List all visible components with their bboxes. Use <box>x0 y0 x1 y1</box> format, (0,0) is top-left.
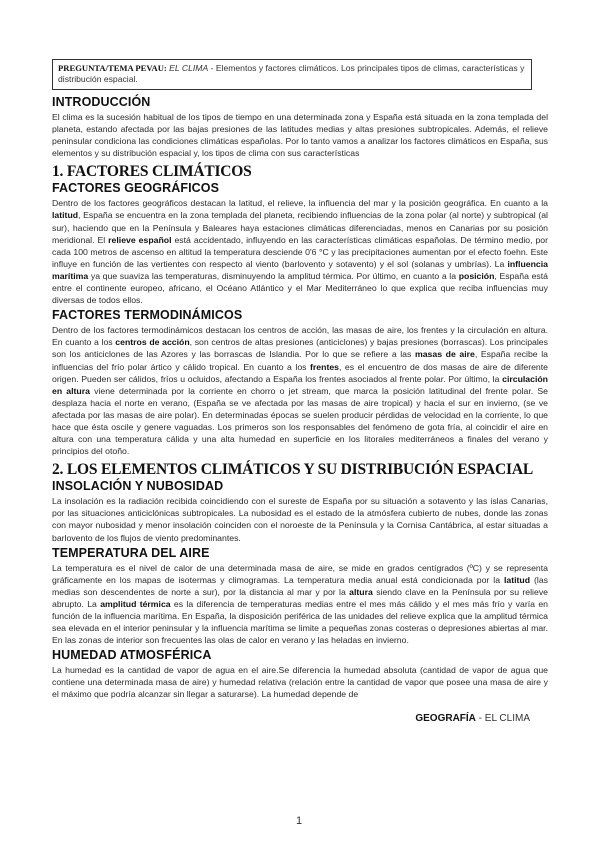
section1-title: 1. FACTORES CLIMÁTICOS <box>52 163 252 181</box>
insolation-heading: INSOLACIÓN Y NUBOSIDAD <box>52 479 224 494</box>
geo-factors-heading: FACTORES GEOGRÁFICOS <box>52 181 220 196</box>
question-topic: EL CLIMA <box>169 63 209 73</box>
temperature-heading: TEMPERATURA DEL AIRE <box>52 545 210 560</box>
insolation-paragraph: La insolación es la radiación recibida coincidiendo con el sureste de España por su situación a sotavento y las islas Canarias, por las situaciones anticiclónicas subtropicales. La nubosidad es el estado de la atmósfera cubierto de nubes, donde las zonas con mayor nubosidad y menor insolación coinciden con el noroeste de la Península y la Cornisa Cantábrica, al estar situadas a barlovento de los flujos de viento predominantes. <box>52 496 548 543</box>
thermo-factors-heading: FACTORES TERMODINÁMICOS <box>52 308 243 323</box>
humidity-heading: HUMEDAD ATMOSFÉRICA <box>52 648 212 663</box>
intro-paragraph: El clima es la sucesión habitual de los tipos de tiempo en una determinada zona y España está situada en la zona templada del planeta, estando afectada por las bajas presiones de las latitudes medias y altas presiones subtropicales. Además, el relieve peninsular condiciona las condiciones climáticas españolas. Por lo tanto vamos a analizar los factores climáticos en España, sus elementos y su distribución espacial y, los tipos de clima con sus características <box>52 112 548 159</box>
temperature-paragraph: La temperatura es el nivel de calor de una determinada masa de aire, se mide en grados centígrados (ºC) y se representa gráficamente en los mapas de isotermas y climogramas. La temperatura media anual está condicionada por la latitud (las medias son descendentes de norte a sur), por la distancia al mar y por la altura siendo clave en la Península por su relieve abrupto. La amplitud térmica es la diferencia de temperaturas medias entre el mes más cálido y el mes más frío y varía en función de la influencia marítima. En España, la disposición periférica de las unidades del relieve explica que la amplitud térmica sea elevada en el interior peninsular y la influencia marítima se limite a pequeñas zonas costeras o depresiones abiertas al mar. En las zonas de interior son frecuentes las olas de calor en verano y las heladas en invierno. <box>52 562 548 646</box>
thermo-factors-paragraph: Dentro de los factores termodinámicos destacan los centros de acción, las masas de aire, los frentes y la circulación en altura. En cuanto a los centros de acción, son centros de altas presiones (anticiclones) y bajas presiones (borrascas). Los principales son los anticiclones de las Azores y las borrascas de Islandia. Por lo que se refiere a las masas de aire, España recibe la influencias del frío polar ártico y cálido tropical. En cuanto a los frentes, es el encuentro de dos masas de aire de diferente origen. Pueden ser cálidos, fríos u ocluidos, afectando a España los frentes asociados al frente polar. Por último, la circulación en altura viene determinada por la corriente en chorro o jet stream, que marca la posición latitudinal del frente polar. Se desplaza hacia el norte en verano, (España se ve afectada por las masas de aire tropical) y hacia el sur en invierno, (se ve afectada por las masas de aire polar). En determinadas épocas se suelen producir pérdidas de velocidad en la corriente, lo que hace que ésta oscile y genere vaguadas. Los primeros son los responsables del fenómeno de gota fría, al coincidir el aire en altura con una temperatura cálida y una alta humedad en superficie en los litorales mediterráneos a finales del verano y principios del otoño. <box>52 325 548 457</box>
question-box <box>52 59 532 90</box>
question-label: PREGUNTA/TEMA PEVAU: <box>58 63 167 73</box>
page-number: 1 <box>296 815 303 827</box>
question-description: - Elementos y factores climáticos. Los principales tipos de climas, características y distribución espacial. <box>58 63 525 84</box>
geo-factors-paragraph: Dentro de los factores geográficos destacan la latitud, el relieve, la influencia del mar y la posición geográfica. En cuanto a la latitud, España se encuentra en la zona templada del planeta, recibiendo influencias de la zona polar (al norte) y subtropical (al sur), haciendo que en la Península y Baleares haya estaciones climáticas diferenciadas, menos en Canarias por su posición meridional. El relieve español está accidentado, influyendo en las características climáticas españolas. De término medio, por cada 100 metros de ascenso en altitud la temperatura desciende 0'6 °C y las precipitaciones aumentan por el efecto foehn. Este influye en función de las vertientes con respecto al viento (barlovento y sotavento) y el sol (solanas y umbrías). La influencia marítima ya que suaviza las temperaturas, disminuyendo la amplitud térmica. Por último, en cuanto a la posición, España está entre el continente europeo, africano, el Océano Atlántico y el Mar Mediterráneo lo que explica que reciba influencias muy diversas de todos ellos. <box>52 198 549 306</box>
footer-subject: GEOGRAFÍA - EL CLIMA <box>415 713 530 724</box>
section2-title: 2. LOS ELEMENTOS CLIMÁTICOS Y SU DISTRIBUCIÓN ESPACIAL <box>52 461 534 479</box>
intro-heading: INTRODUCCIÓN <box>52 95 151 109</box>
document-body <box>52 95 548 703</box>
humidity-paragraph: La humedad es la cantidad de vapor de agua en el aire.Se diferencia la humedad absoluta (cantidad de vapor de agua que contiene una determinada masa de aire) y humedad relativa (relación entre la cantidad de vapor que posee una masa de aire y el máximo que podría alcanzar sin llegar a saturarse). La humedad depende de <box>52 665 548 700</box>
